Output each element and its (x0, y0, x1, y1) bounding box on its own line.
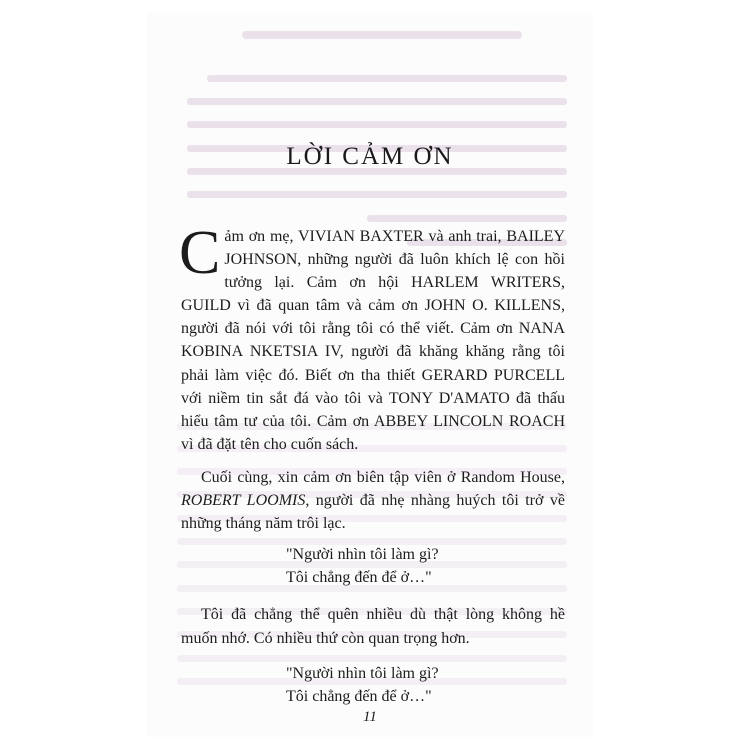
quote-2-line-1: "Người nhìn tôi làm gì? (286, 664, 439, 682)
paragraph-1 (179, 219, 565, 456)
quote-1-line-2: Tôi chẳng đến để ở…" (286, 569, 432, 587)
paragraph-1-text: ảm ơn mẹ, VIVIAN BAXTER và anh trai, BAILEY JOHNSON, những người đã luôn khích lệ con hồi tưởng lại. Cảm ơn hội HARLEM WRITERS, GUILD vì đã quan tâm và cảm ơn JOHN O. KILLENS, người đã nói với tôi rằng tôi có thể viết. Cảm ơn NANA KOBINA NKETSIA IV, người đã khăng khăng rằng tôi phải làm việc đó. Biết ơn tha thiết GERARD PURCELL với niềm tin sắt đá vào tôi và TONY D'AMATO đã thấu hiểu tâm tư của tôi. Cảm ơn ABBEY LINCOLN ROACH vì đã đặt tên cho cuốn sách. (181, 228, 565, 453)
quote-1 (286, 543, 565, 589)
book-page (147, 13, 593, 737)
drop-cap: C (179, 219, 221, 287)
paragraph-2-before: Cuối cùng, xin cảm ơn biên tập viên ở Random House, (201, 468, 565, 486)
quote-2 (286, 662, 565, 708)
quote-1-line-1: "Người nhìn tôi làm gì? (286, 546, 439, 564)
paragraph-3: Tôi đã chẳng thể quên nhiều dù thật lòng không hề muốn nhớ. Có nhiều thứ còn quan trọng hơn. (181, 606, 565, 647)
acknowledgements-body (179, 219, 566, 722)
editor-name: ROBERT LOOMIS (181, 492, 306, 510)
page-number: 11 (363, 709, 377, 725)
quote-2-line-2: Tôi chẳng đến để ở…" (286, 687, 432, 705)
page-title: LỜI CẢM ƠN (286, 143, 454, 170)
paragraph-2 (181, 466, 565, 535)
paragraph-2-after: , người đã nhẹ nhàng huých tôi trở về những tháng năm trôi lạc. (181, 492, 566, 533)
